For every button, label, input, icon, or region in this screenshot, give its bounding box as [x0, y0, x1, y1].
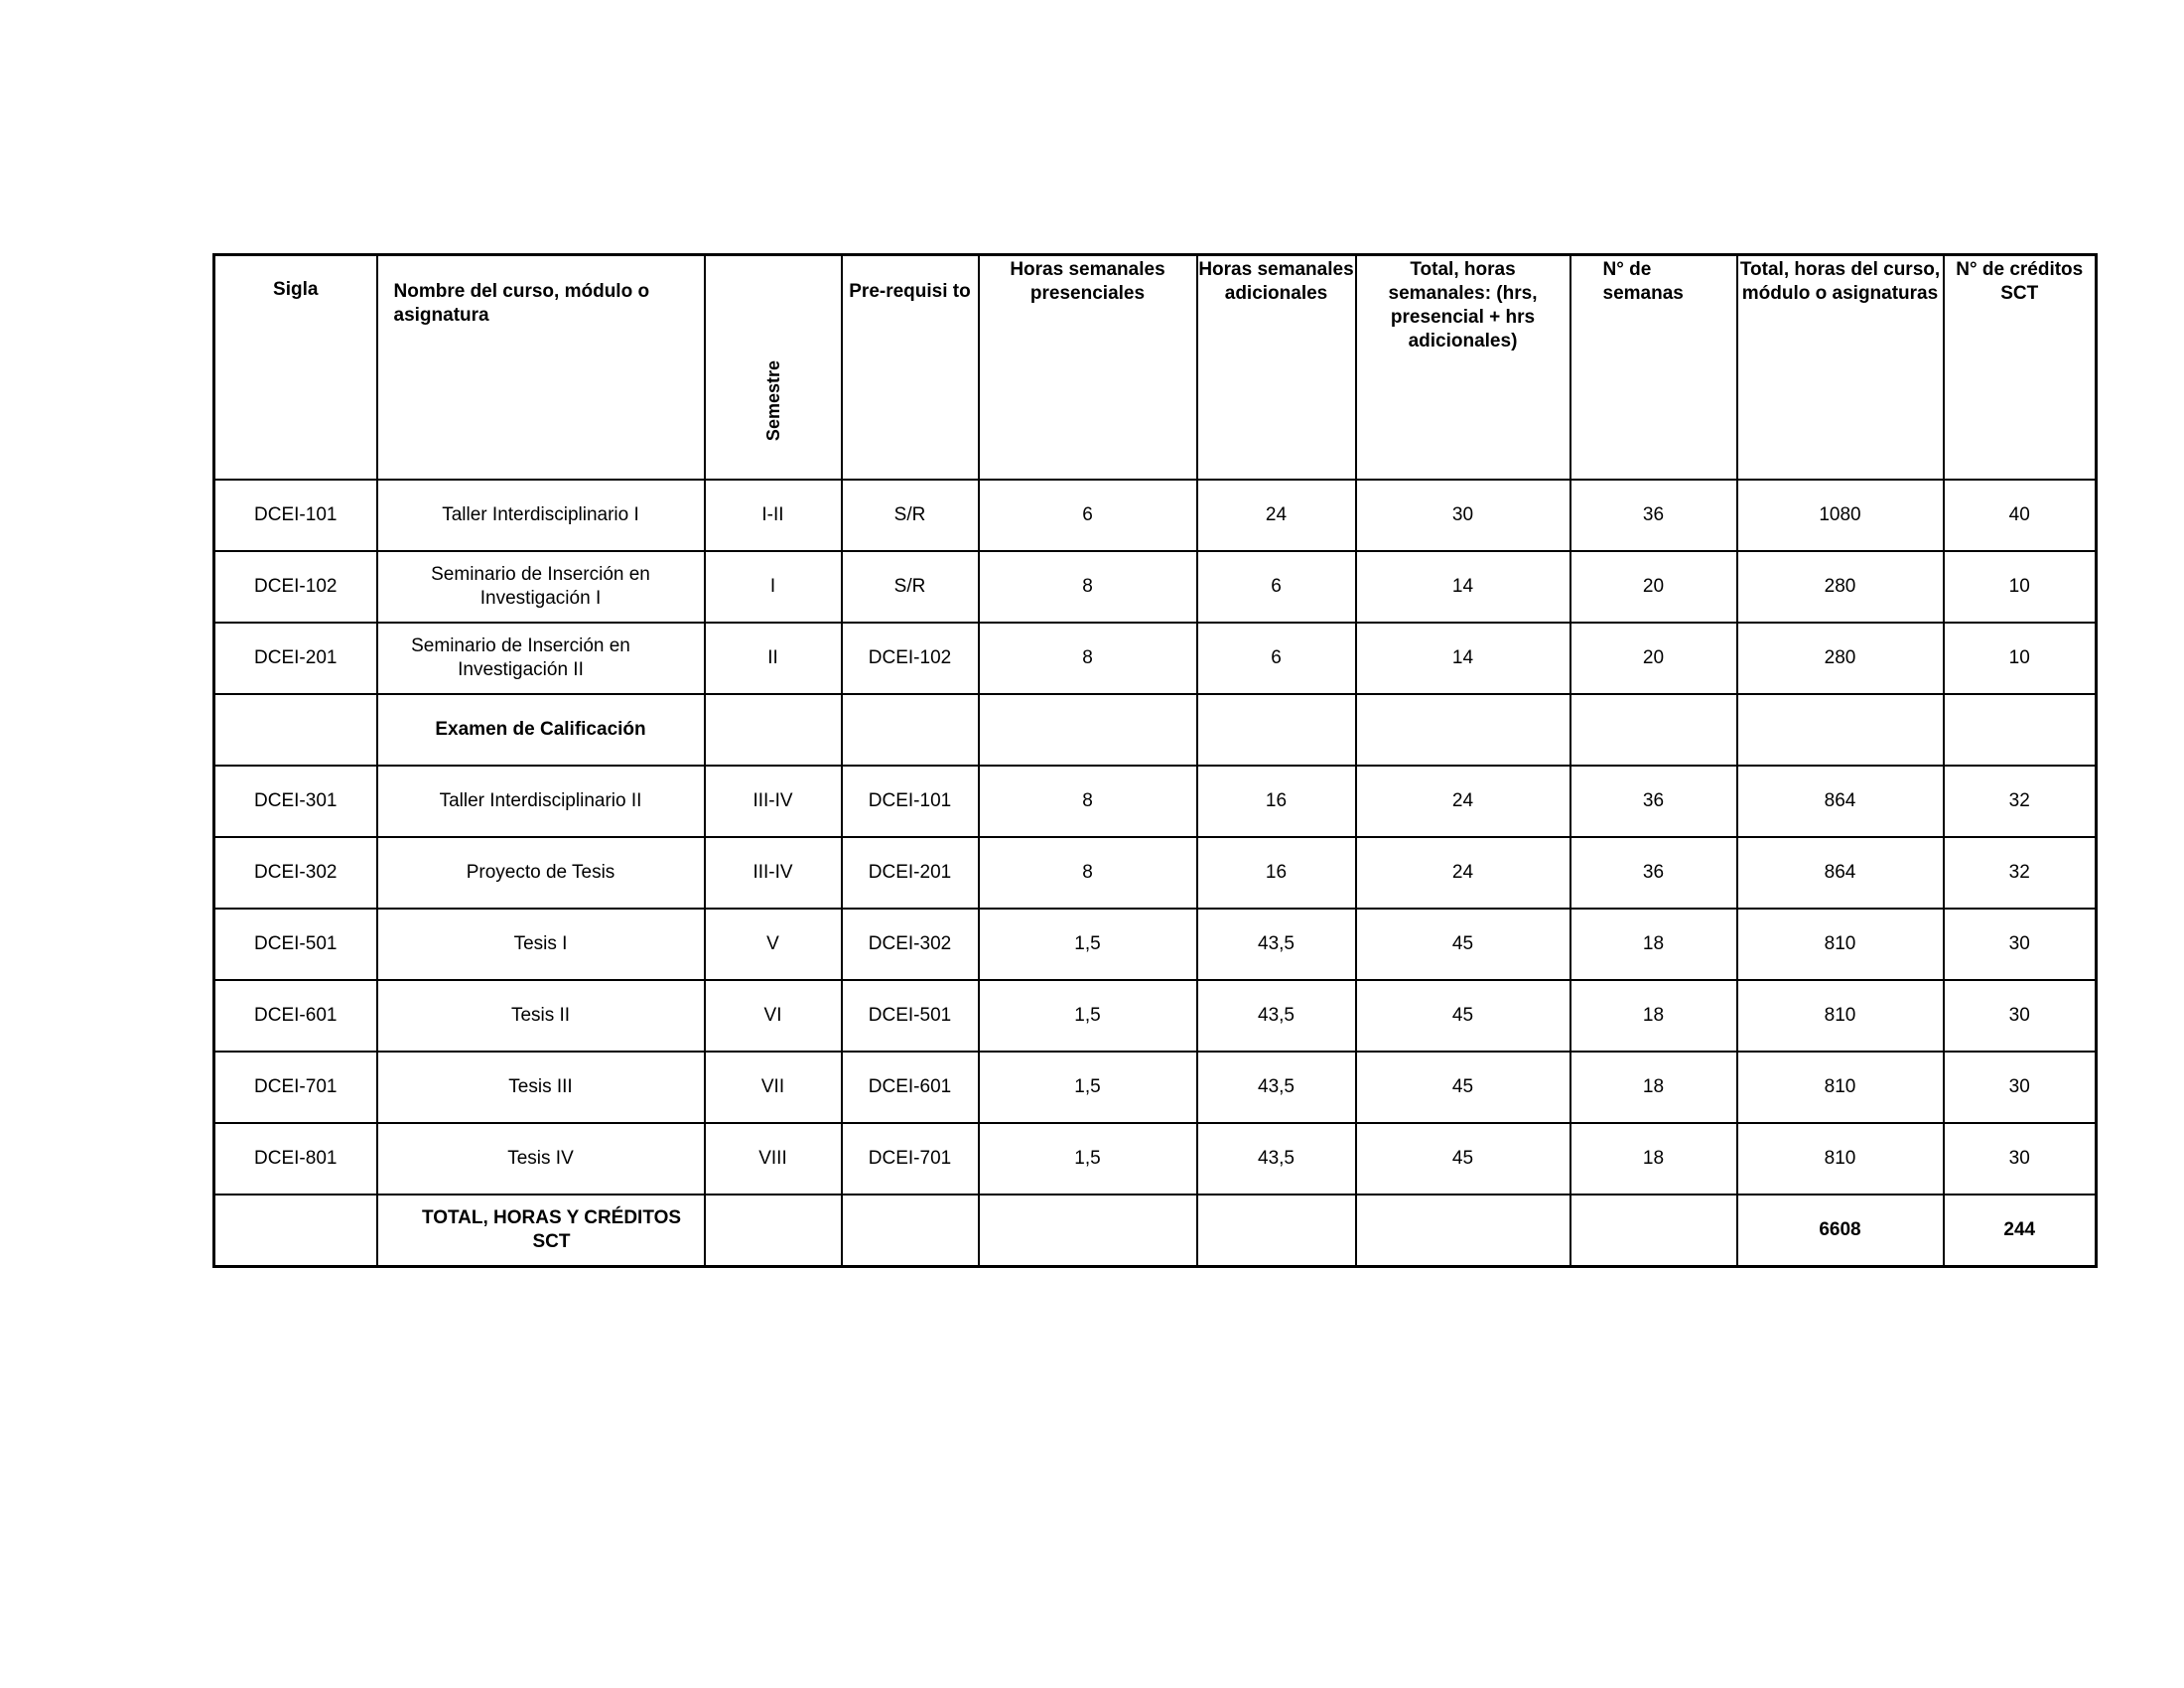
table-row — [214, 1052, 2097, 1123]
cell-horas-adicionales: 6 — [1197, 623, 1356, 694]
cell-horas-presenciales: 8 — [979, 551, 1197, 623]
cell-semestre: II — [705, 623, 842, 694]
cell-horas-adicionales: 16 — [1197, 837, 1356, 909]
cell-creditos: 30 — [1944, 1123, 2097, 1195]
cell-creditos — [1944, 694, 2097, 766]
cell-total-semanal: 45 — [1356, 909, 1570, 980]
header-row — [214, 255, 2097, 480]
cell-total-curso: 810 — [1737, 980, 1944, 1052]
cell-sigla: DCEI-501 — [214, 909, 377, 980]
cell-sigla: DCEI-302 — [214, 837, 377, 909]
cell-semanas — [1570, 1195, 1737, 1266]
cell-creditos: 40 — [1944, 480, 2097, 551]
cell-prerequisito: DCEI-501 — [842, 980, 979, 1052]
cell-prerequisito: DCEI-201 — [842, 837, 979, 909]
cell-total-curso: 864 — [1737, 766, 1944, 837]
cell-sigla: DCEI-201 — [214, 623, 377, 694]
cell-creditos: 30 — [1944, 1052, 2097, 1123]
cell-total-curso: 810 — [1737, 1123, 1944, 1195]
cell-semestre: III-IV — [705, 837, 842, 909]
cell-horas-adicionales — [1197, 694, 1356, 766]
cell-horas-adicionales: 24 — [1197, 480, 1356, 551]
cell-prerequisito — [842, 1195, 979, 1266]
table-row — [214, 766, 2097, 837]
total-label: TOTAL, HORAS Y CRÉDITOS SCT — [377, 1195, 705, 1266]
cell-prerequisito: DCEI-101 — [842, 766, 979, 837]
cell-total-semanal: 45 — [1356, 1123, 1570, 1195]
header-semestre — [705, 255, 842, 480]
table-row — [214, 909, 2097, 980]
cell-sigla: DCEI-101 — [214, 480, 377, 551]
cell-total-curso — [1737, 694, 1944, 766]
cell-horas-presenciales: 1,5 — [979, 909, 1197, 980]
cell-creditos: 30 — [1944, 909, 2097, 980]
header-total-horas-semanales: Total, horas semanales: (hrs, presencial + hrs adicionales) — [1356, 255, 1570, 480]
header-creditos: N° de créditos SCT — [1944, 255, 2097, 480]
cell-semestre: V — [705, 909, 842, 980]
cell-semanas: 18 — [1570, 1052, 1737, 1123]
cell-horas-adicionales: 43,5 — [1197, 909, 1356, 980]
table-row — [214, 551, 2097, 623]
cell-horas-presenciales — [979, 1195, 1197, 1266]
cell-total-semanal: 14 — [1356, 551, 1570, 623]
cell-nombre: Tesis III — [377, 1052, 705, 1123]
cell-semanas: 18 — [1570, 909, 1737, 980]
cell-sigla: DCEI-102 — [214, 551, 377, 623]
cell-horas-adicionales: 43,5 — [1197, 1052, 1356, 1123]
cell-creditos: 32 — [1944, 766, 2097, 837]
cell-creditos: 32 — [1944, 837, 2097, 909]
study-plan-table — [212, 253, 2098, 1268]
cell-semanas: 18 — [1570, 1123, 1737, 1195]
total-creditos: 244 — [1944, 1195, 2097, 1266]
cell-prerequisito: DCEI-601 — [842, 1052, 979, 1123]
cell-total-curso: 280 — [1737, 623, 1944, 694]
cell-total-curso: 864 — [1737, 837, 1944, 909]
cell-horas-presenciales: 8 — [979, 766, 1197, 837]
total-horas-curso: 6608 — [1737, 1195, 1944, 1266]
cell-semestre — [705, 694, 842, 766]
header-semestre-label: Semestre — [762, 360, 783, 442]
cell-prerequisito: DCEI-102 — [842, 623, 979, 694]
cell-semanas: 18 — [1570, 980, 1737, 1052]
cell-horas-adicionales — [1197, 1195, 1356, 1266]
total-row — [214, 1195, 2097, 1266]
header-sigla: Sigla — [214, 255, 377, 480]
cell-semanas: 20 — [1570, 551, 1737, 623]
table-row — [214, 1123, 2097, 1195]
cell-horas-adicionales: 43,5 — [1197, 980, 1356, 1052]
cell-semanas — [1570, 694, 1737, 766]
header-n-semanas: N° de semanas — [1570, 255, 1737, 480]
cell-horas-presenciales: 1,5 — [979, 1052, 1197, 1123]
cell-nombre: Taller Interdisciplinario I — [377, 480, 705, 551]
cell-sigla: DCEI-301 — [214, 766, 377, 837]
cell-nombre: Examen de Calificación — [377, 694, 705, 766]
cell-creditos: 10 — [1944, 623, 2097, 694]
header-total-horas-curso: Total, horas del curso, módulo o asignaturas — [1737, 255, 1944, 480]
header-prerequisito: Pre-requisi to — [842, 255, 979, 480]
cell-horas-presenciales: 8 — [979, 623, 1197, 694]
cell-prerequisito: DCEI-302 — [842, 909, 979, 980]
cell-semestre: I — [705, 551, 842, 623]
cell-prerequisito: DCEI-701 — [842, 1123, 979, 1195]
cell-horas-adicionales: 16 — [1197, 766, 1356, 837]
cell-semestre: VIII — [705, 1123, 842, 1195]
cell-sigla — [214, 1195, 377, 1266]
header-nombre: Nombre del curso, módulo o asignatura — [377, 255, 705, 480]
cell-semestre: VI — [705, 980, 842, 1052]
cell-nombre: Tesis II — [377, 980, 705, 1052]
cell-total-curso: 810 — [1737, 1052, 1944, 1123]
cell-prerequisito: S/R — [842, 551, 979, 623]
cell-semestre: III-IV — [705, 766, 842, 837]
cell-nombre: Proyecto de Tesis — [377, 837, 705, 909]
cell-horas-presenciales: 1,5 — [979, 1123, 1197, 1195]
cell-semestre: I-II — [705, 480, 842, 551]
cell-semestre — [705, 1195, 842, 1266]
table-row — [214, 480, 2097, 551]
cell-horas-adicionales: 6 — [1197, 551, 1356, 623]
cell-total-curso: 280 — [1737, 551, 1944, 623]
cell-sigla: DCEI-601 — [214, 980, 377, 1052]
cell-semanas: 36 — [1570, 480, 1737, 551]
table-row — [214, 837, 2097, 909]
cell-sigla — [214, 694, 377, 766]
cell-total-semanal: 14 — [1356, 623, 1570, 694]
cell-semanas: 36 — [1570, 837, 1737, 909]
cell-total-semanal: 24 — [1356, 766, 1570, 837]
cell-prerequisito — [842, 694, 979, 766]
cell-horas-presenciales: 1,5 — [979, 980, 1197, 1052]
cell-creditos: 30 — [1944, 980, 2097, 1052]
cell-nombre: Taller Interdisciplinario II — [377, 766, 705, 837]
cell-sigla: DCEI-801 — [214, 1123, 377, 1195]
cell-total-semanal — [1356, 694, 1570, 766]
cell-nombre: Tesis I — [377, 909, 705, 980]
cell-semestre: VII — [705, 1052, 842, 1123]
cell-semanas: 36 — [1570, 766, 1737, 837]
cell-total-semanal: 30 — [1356, 480, 1570, 551]
table-row — [214, 980, 2097, 1052]
cell-creditos: 10 — [1944, 551, 2097, 623]
cell-horas-presenciales: 6 — [979, 480, 1197, 551]
cell-nombre: Tesis IV — [377, 1123, 705, 1195]
cell-total-semanal: 24 — [1356, 837, 1570, 909]
cell-total-semanal: 45 — [1356, 980, 1570, 1052]
cell-horas-presenciales: 8 — [979, 837, 1197, 909]
table-row — [214, 694, 2097, 766]
cell-nombre: Seminario de Inserción en Investigación I — [377, 551, 705, 623]
cell-total-semanal: 45 — [1356, 1052, 1570, 1123]
cell-nombre: Seminario de Inserción en Investigación II — [377, 623, 705, 694]
table-row — [214, 623, 2097, 694]
cell-sigla: DCEI-701 — [214, 1052, 377, 1123]
cell-horas-presenciales — [979, 694, 1197, 766]
cell-horas-adicionales: 43,5 — [1197, 1123, 1356, 1195]
cell-semanas: 20 — [1570, 623, 1737, 694]
header-horas-adicionales: Horas semanales adicionales — [1197, 255, 1356, 480]
cell-total-curso: 1080 — [1737, 480, 1944, 551]
cell-total-curso: 810 — [1737, 909, 1944, 980]
header-horas-presenciales: Horas semanales presenciales — [979, 255, 1197, 480]
cell-prerequisito: S/R — [842, 480, 979, 551]
cell-total-semanal — [1356, 1195, 1570, 1266]
